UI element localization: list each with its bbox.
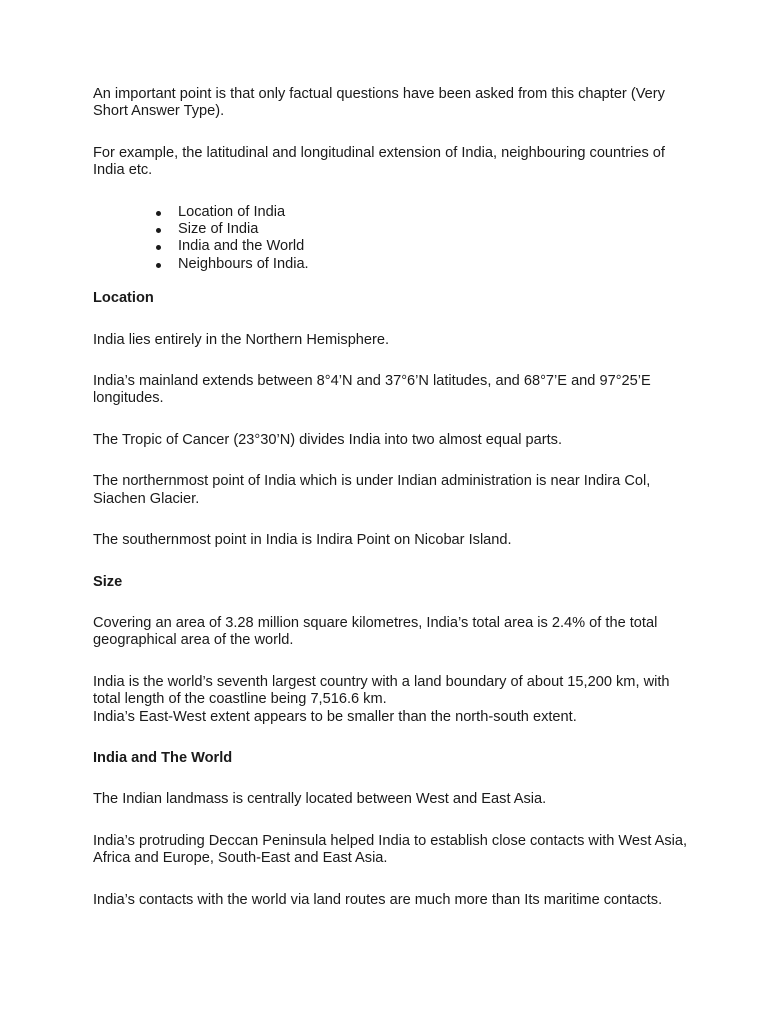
example-paragraph: For example, the latitudinal and longitudinal extension of India, neighbouring countries of India etc.: [93, 144, 665, 179]
location-heading: Location: [93, 290, 154, 307]
size-paragraph: India is the world’s seventh largest country with a land boundary of about 15,200 km, with total length of the coastline being 7,516.6 km.: [93, 673, 670, 708]
location-paragraph: India’s mainland extends between 8°4’N and 37°6’N latitudes, and 68°7’E and 97°25’E longitudes.: [93, 373, 651, 407]
size-paragraph: Covering an area of 3.28 million square kilometres, India’s total area is 2.4% of the total geographical area of the world.: [93, 614, 658, 649]
location-paragraph: The southernmost point in India is Indira Point on Nicobar Island.: [93, 532, 512, 549]
world-heading: India and The World: [93, 749, 233, 766]
location-paragraph: India lies entirely in the Northern Hemisphere.: [93, 331, 390, 348]
world-paragraph: India’s contacts with the world via land routes are much more than Its maritime contacts.: [93, 891, 663, 908]
location-paragraph: The northernmost point of India which is under Indian administration is near Indira Col, Siachen Glacier.: [93, 473, 651, 507]
location-paragraph: The Tropic of Cancer (23°30’N) divides India into two almost equal parts.: [93, 431, 563, 448]
topics-list: [93, 204, 693, 274]
list-item: Location of India: [178, 204, 693, 221]
world-paragraph: India’s protruding Deccan Peninsula helped India to establish close contacts with West Asia, Africa and Europe, South-East and East Asia.: [93, 832, 688, 867]
document-page: [93, 86, 693, 909]
list-item: Size of India: [178, 221, 693, 238]
size-paragraph: India’s East-West extent appears to be smaller than the north-south extent.: [93, 708, 577, 725]
world-paragraph: The Indian landmass is centrally located between West and East Asia.: [93, 791, 547, 808]
list-item: Neighbours of India.: [178, 256, 693, 273]
intro-paragraph: An important point is that only factual questions have been asked from this chapter (Very Short Answer Type).: [93, 86, 665, 120]
size-heading: Size: [93, 573, 123, 590]
list-item: India and the World: [178, 238, 693, 255]
